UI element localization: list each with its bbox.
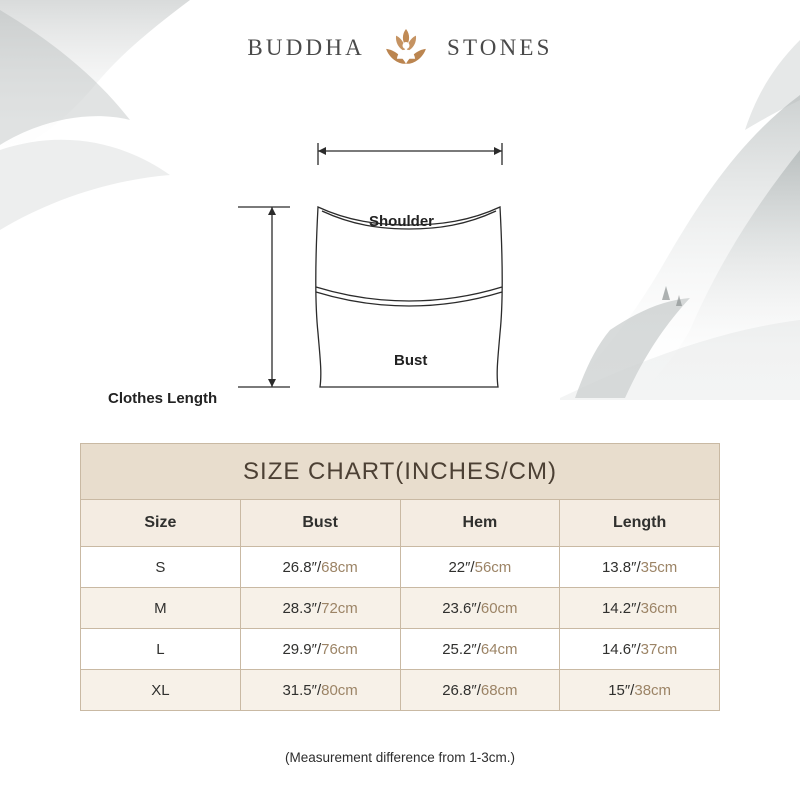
measurement-difference-note: (Measurement difference from 1-3cm.) xyxy=(284,750,516,765)
cell-hem xyxy=(400,629,560,670)
table-row xyxy=(81,547,720,588)
cell-hem xyxy=(400,588,560,629)
cell-hem-cm: 56cm xyxy=(474,558,512,576)
cell-bust-inches: 29.9″/ xyxy=(282,640,322,658)
table-row xyxy=(81,588,720,629)
cell-size: XL xyxy=(81,670,241,711)
brand-header xyxy=(0,24,800,72)
cell-length-inches: 14.6″/ xyxy=(601,640,641,658)
cell-length xyxy=(560,670,720,711)
diagram-label-clothes-length: Clothes Length xyxy=(108,390,218,407)
cell-hem-inches: 23.6″/ xyxy=(442,599,481,617)
cell-length-cm: 36cm xyxy=(640,599,678,617)
cell-hem-cm: 64cm xyxy=(480,640,518,658)
size-chart-title-units: (INCHES/CM) xyxy=(395,457,557,485)
table-row xyxy=(81,670,720,711)
cell-length-cm: 35cm xyxy=(640,558,678,576)
cell-hem-cm: 68cm xyxy=(480,681,518,699)
column-header-bust: Bust xyxy=(240,500,400,547)
garment-outline-icon xyxy=(0,95,800,425)
cell-hem-inches: 25.2″/ xyxy=(442,640,481,658)
cell-size: M xyxy=(81,588,241,629)
cell-bust xyxy=(240,588,400,629)
cell-length-cm: 37cm xyxy=(640,640,678,658)
column-header-length: Length xyxy=(560,500,720,547)
diagram-label-bust: Bust xyxy=(394,352,428,369)
cell-bust-cm: 80cm xyxy=(321,681,358,699)
cell-hem xyxy=(400,670,560,711)
cell-bust-inches: 31.5″/ xyxy=(282,681,322,699)
cell-length-cm: 38cm xyxy=(634,681,672,699)
column-header-hem: Hem xyxy=(400,500,560,547)
cell-bust-inches: 26.8″/ xyxy=(282,558,322,576)
cell-length xyxy=(560,547,720,588)
cell-length xyxy=(560,588,720,629)
cell-bust-inches: 28.3″/ xyxy=(282,599,322,617)
cell-length-inches: 13.8″/ xyxy=(601,558,641,576)
cell-bust-cm: 72cm xyxy=(321,599,358,617)
cell-length-inches: 15″/ xyxy=(608,681,635,699)
cell-hem-cm: 60cm xyxy=(480,599,518,617)
cell-length xyxy=(560,629,720,670)
measurement-diagram xyxy=(0,95,800,425)
cell-size: L xyxy=(81,629,241,670)
brand-word-left: BUDDHA xyxy=(247,35,365,60)
table-row xyxy=(81,629,720,670)
cell-size: S xyxy=(81,547,241,588)
cell-hem xyxy=(400,547,560,588)
size-chart-title-cell xyxy=(81,444,720,500)
cell-bust xyxy=(240,547,400,588)
cell-bust xyxy=(240,670,400,711)
column-header-size: Size xyxy=(81,500,241,547)
cell-hem-inches: 22″/ xyxy=(448,558,475,576)
size-chart-title-row xyxy=(81,444,720,500)
size-chart-header-row xyxy=(81,500,720,547)
lotus-meditation-icon xyxy=(379,24,433,72)
cell-hem-inches: 26.8″/ xyxy=(442,681,481,699)
cell-bust xyxy=(240,629,400,670)
brand-word-right: STONES xyxy=(446,35,553,60)
size-chart-title: SIZE CHART xyxy=(243,457,396,485)
cell-length-inches: 14.2″/ xyxy=(601,599,641,617)
cell-bust-cm: 76cm xyxy=(321,640,358,658)
diagram-label-shoulder: Shoulder xyxy=(369,213,435,230)
size-chart-table xyxy=(80,443,720,711)
cell-bust-cm: 68cm xyxy=(321,558,358,576)
